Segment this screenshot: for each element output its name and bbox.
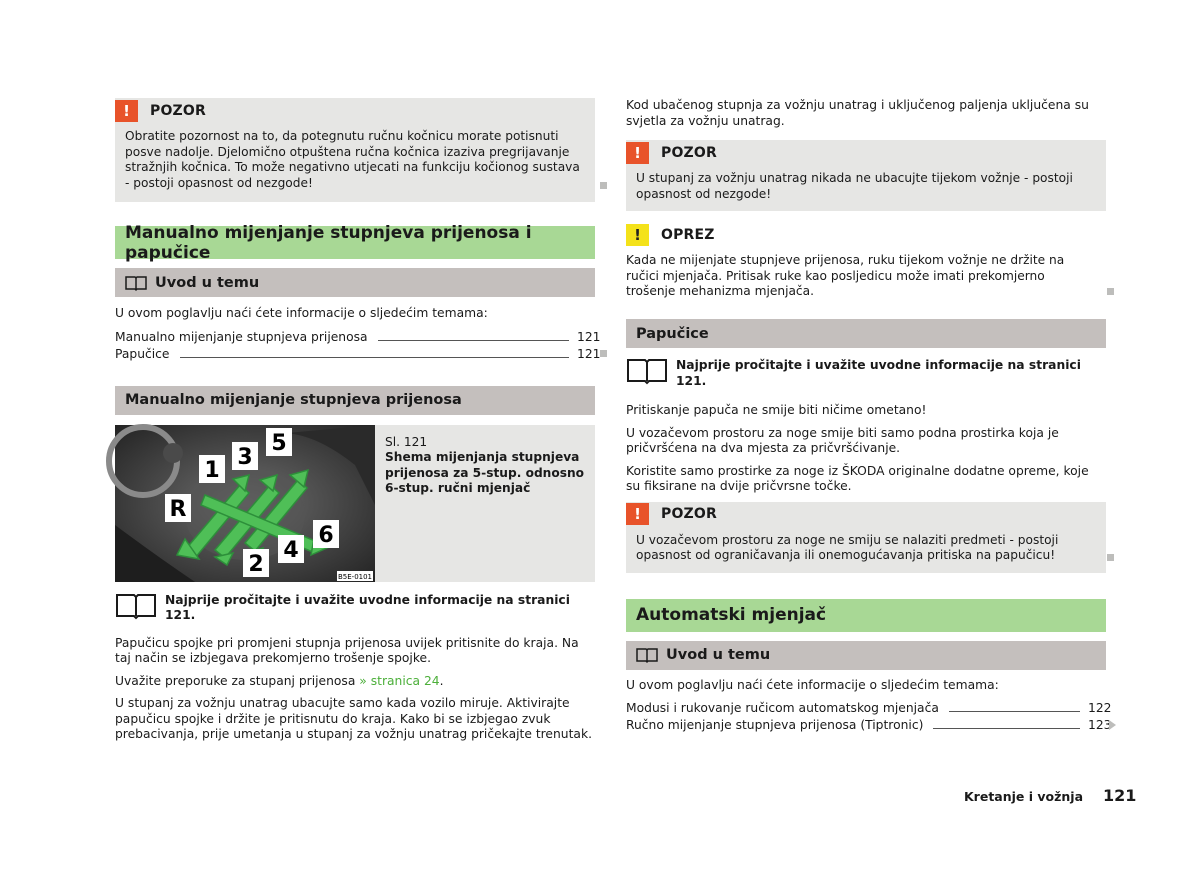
book-icon [125,275,147,291]
toc-list [626,700,1112,733]
section-title: Manualno mijenjanje stupnjeva prijenosa i papučice [125,222,532,263]
toc-leader [949,711,1080,712]
right-column [626,98,1112,733]
exclamation-icon: ! [626,224,649,246]
warning-box [626,502,1106,573]
image-code: B5E-0101 [337,572,373,581]
gear-label-2: 2 [248,551,264,577]
end-mark [600,350,607,357]
paragraph: Kod ubačenog stupnja za vožnju unatrag i uključenog paljenja uključena su svjetla za vožnju unatrag. [626,98,1089,128]
gear-label-1: 1 [204,457,220,483]
subsection-title: Manualno mijenjanje stupnjeva prijenosa [125,392,462,408]
reference-text: Najprije pročitajte i uvažite uvodne informacije na stranici 121. [676,358,1081,388]
paragraph: U stupanj za vožnju unatrag ubacujte samo kada vozilo miruje. Aktivirajte papučicu spojke i držite je pritisnutu do kraja. Kako bi se izbjegao zvuk prebacivanja, prije umetanja u stupanj za vožnju unatrag pričekajte trenutak. [115,696,592,741]
caution-text: Kada ne mijenjate stupnjeve prijenosa, ruku tijekom vožnje ne držite na ručici mjenjača. Pritisak ruke kao posljedicu može imati prekomjerno trošenje mehanizma mjenjača. [626,253,1065,298]
warning-box [626,140,1106,211]
warning-header [626,140,1096,165]
reference-text: Najprije pročitajte i uvažite uvodne informacije na stranici 121. [165,592,570,622]
warning-header [626,502,1096,527]
section-heading [626,599,1106,632]
toc-item[interactable] [626,700,1112,716]
intro-heading [626,641,1106,670]
book-icon [115,591,157,619]
figure [115,425,595,582]
exclamation-icon: ! [115,100,138,122]
end-mark [1107,288,1114,295]
paragraph-text: Uvažite preporuke za stupanj prijenosa [115,673,360,688]
caution-header [626,222,1096,247]
papucice-title: Papučice [636,325,709,342]
toc-leader [180,357,569,358]
toc-page: 123 [1088,718,1112,732]
figure-label: Sl. 121 [385,434,428,449]
toc-leader [933,728,1080,729]
toc-list [115,329,601,362]
warning-title: POZOR [661,506,717,522]
reference-note [626,356,1106,389]
warning-title: POZOR [150,102,206,119]
caution-box [626,222,1106,311]
toc-label: Papučice [115,346,170,361]
paragraph: U vozačevom prostoru za noge smije biti samo podna prostirka koja je pričvršćena na dva mjesta za pričvršćivanje. [626,425,1059,455]
gear-label-r: R [169,496,187,522]
toc-page: 121 [577,346,601,361]
subsection-heading [115,386,595,415]
toc-page: 121 [577,329,601,344]
gear-label-6: 6 [318,522,334,548]
paragraph-text: . [439,673,444,688]
page-link[interactable]: » stranica 24 [359,673,440,688]
warning-header [115,98,585,123]
warning-title: POZOR [661,144,717,161]
caution-title: OPREZ [661,226,715,243]
section-title: Automatski mjenjač [636,605,827,625]
gear-shift-diagram [115,425,375,582]
papucice-heading [626,319,1106,348]
intro-text: U ovom poglavlju naći ćete informacije o sljedećim temama: [115,306,488,320]
intro-title: Uvod u temu [666,647,771,663]
paragraph: Pritiskanje papuča ne smije biti ničime ometano! [626,403,927,417]
page-number: 121 [1103,786,1137,805]
exclamation-icon: ! [626,503,649,525]
figure-caption-text: Shema mijenjanja stupnjeva prijenosa za 5-stup. odnosno 6-stup. ručni mjenjač [385,450,585,495]
intro-title: Uvod u temu [155,274,260,291]
paragraph: Papučicu spojke pri promjeni stupnja prijenosa uvijek pritisnite do kraja. Na taj način se izbjegava prekomjerno trošenje spojke. [115,635,579,665]
page-footer [964,786,1136,805]
section-heading [115,222,595,263]
warning-text: U vozačevom prostoru za noge ne smiju se nalaziti predmeti - postoji opasnost od ograničavanja ili onemogućavanja pritiska na papučicu! [636,532,1059,562]
toc-page: 122 [1088,701,1112,715]
gear-label-4: 4 [283,537,299,563]
toc-item[interactable] [115,346,601,362]
toc-item[interactable] [626,717,1112,733]
warning-text: U stupanj za vožnju unatrag nikada ne ubacujte tijekom vožnje - postoji opasnost od nezgode! [636,171,1073,201]
gear-shift-illustration [115,425,375,582]
continue-arrow-icon [1109,720,1116,730]
gear-label-5: 5 [271,430,287,456]
end-mark [600,182,607,189]
warning-text: Obratite pozornost na to, da potegnutu ručnu kočnicu morate potisnuti posve nadolje. Djelomično otpuštena ručna kočnica izaziva pregrijavanje stražnjih kočnica. To može negativno utjecati na funkciju kočionog sustava - postoji opasnost od nezgode! [125,129,580,190]
end-mark [1107,554,1114,561]
toc-label: Modusi i rukovanje ručicom automatskog mjenjača [626,701,939,715]
toc-label: Manualno mijenjanje stupnjeva prijenosa [115,329,368,344]
paragraph: Koristite samo prostirke za noge iz ŠKODA originalne dodatne opreme, koje su fiksirane na dvije pričvrsne točke. [626,463,1089,493]
book-icon [636,647,658,663]
toc-label: Ručno mijenjanje stupnjeva prijenosa (Tiptronic) [626,718,924,732]
warning-box [115,98,595,202]
intro-heading [115,268,595,297]
exclamation-icon: ! [626,142,649,164]
reference-note [115,591,595,624]
gear-label-3: 3 [237,444,253,470]
chapter-name: Kretanje i vožnja [964,789,1084,804]
toc-leader [378,340,569,341]
toc-item[interactable] [115,329,601,345]
book-icon [626,356,668,384]
figure-caption [375,425,595,582]
paragraph [115,674,595,690]
intro-text: U ovom poglavlju naći ćete informacije o sljedećim temama: [626,677,999,692]
left-column [115,98,601,743]
